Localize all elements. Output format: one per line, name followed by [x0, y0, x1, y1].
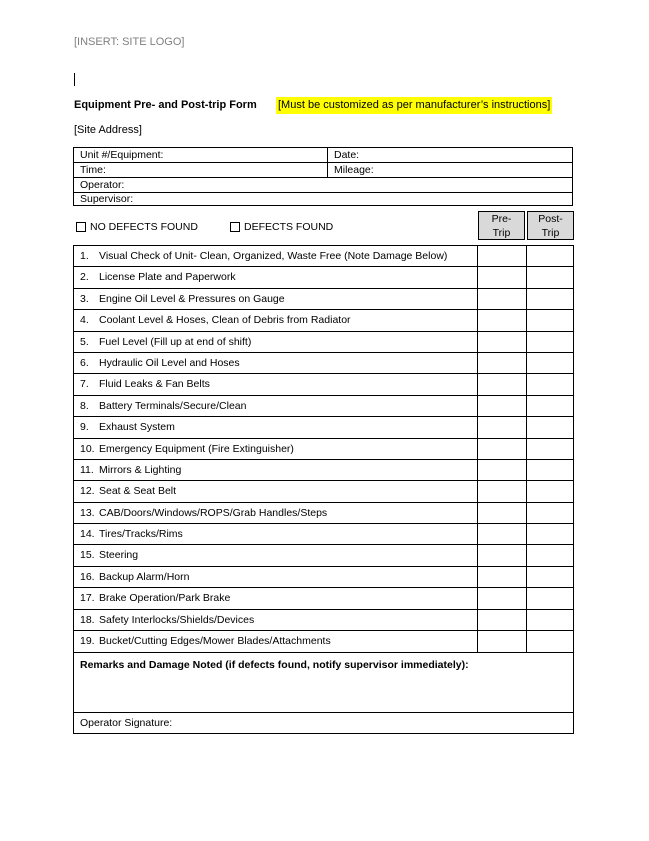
item-label: Mirrors & Lighting: [99, 463, 182, 476]
pre-trip-cell[interactable]: [477, 267, 527, 287]
post-trip-cell[interactable]: [526, 460, 574, 480]
pre-trip-cell[interactable]: [477, 310, 527, 330]
post-trip-cell[interactable]: [526, 481, 574, 501]
item-label: Safety Interlocks/Shields/Devices: [99, 613, 255, 626]
customization-note: [Must be customized as per manufacturer’s instructions]: [276, 97, 552, 114]
mileage-label: Mileage:: [334, 164, 374, 176]
item-number: 6.: [80, 356, 89, 369]
checklist-row: [74, 567, 573, 588]
pre-trip-header: [478, 211, 525, 240]
checklist-row: [74, 545, 573, 566]
item-label: Battery Terminals/Secure/Clean: [99, 399, 247, 412]
post-trip-header-line2: Trip: [541, 227, 560, 239]
item-number: 12.: [80, 485, 95, 498]
post-trip-cell[interactable]: [526, 246, 574, 266]
item-number: 15.: [80, 549, 95, 562]
checklist-row: [74, 310, 573, 331]
post-trip-cell[interactable]: [526, 439, 574, 459]
checklist-row: [74, 503, 573, 524]
item-number: 8.: [80, 399, 89, 412]
item-number: 1.: [80, 250, 89, 262]
remarks-label: Remarks and Damage Noted (if defects found, notify supervisor immediately):: [80, 659, 469, 671]
operator-label: Operator:: [80, 179, 125, 191]
operator-signature-field[interactable]: [74, 712, 573, 733]
item-label: Steering: [99, 549, 139, 562]
unit-label: Unit #/Equipment:: [80, 149, 164, 161]
item-label: Backup Alarm/Horn: [99, 570, 190, 583]
item-label: Fluid Leaks & Fan Belts: [99, 378, 210, 391]
item-label: Coolant Level & Hoses, Clean of Debris from Radiator: [99, 314, 351, 327]
post-trip-cell[interactable]: [526, 503, 574, 523]
supervisor-field[interactable]: [74, 192, 572, 207]
item-label: License Plate and Paperwork: [99, 271, 236, 284]
checklist-row: [74, 524, 573, 545]
pre-trip-cell[interactable]: [477, 567, 527, 587]
pre-trip-cell[interactable]: [477, 289, 527, 309]
site-logo-placeholder: [INSERT: SITE LOGO]: [74, 36, 185, 48]
post-trip-cell[interactable]: [526, 374, 574, 394]
item-label: Engine Oil Level & Pressures on Gauge: [99, 292, 285, 305]
item-label: Brake Operation/Park Brake: [99, 592, 231, 605]
checklist-row: [74, 396, 573, 417]
item-number: 18.: [80, 613, 95, 626]
checklist-row: [74, 481, 573, 502]
post-trip-cell[interactable]: [526, 289, 574, 309]
time-label: Time:: [80, 164, 106, 176]
mileage-field[interactable]: [327, 163, 572, 177]
item-label: Tires/Tracks/Rims: [99, 528, 183, 541]
info-box: [73, 147, 573, 206]
post-trip-cell[interactable]: [526, 332, 574, 352]
pre-trip-cell[interactable]: [477, 353, 527, 373]
pre-trip-cell[interactable]: [477, 460, 527, 480]
pre-trip-cell[interactable]: [477, 524, 527, 544]
checklist-row: [74, 353, 573, 374]
pre-trip-cell[interactable]: [477, 332, 527, 352]
date-field[interactable]: [327, 148, 572, 162]
supervisor-label: Supervisor:: [80, 193, 134, 205]
checklist-row: [74, 588, 573, 609]
pre-trip-cell[interactable]: [477, 396, 527, 416]
pre-trip-cell[interactable]: [477, 588, 527, 608]
defects-label: DEFECTS FOUND: [244, 221, 334, 233]
checklist-table: [73, 245, 574, 653]
info-row-supervisor: [74, 192, 572, 207]
pre-trip-cell[interactable]: [477, 503, 527, 523]
item-number: 5.: [80, 335, 89, 348]
signature-label: Operator Signature:: [80, 717, 173, 729]
item-number: 17.: [80, 592, 95, 605]
item-number: 14.: [80, 528, 95, 541]
no-defects-option[interactable]: [76, 221, 198, 233]
item-number: 2.: [80, 271, 89, 284]
post-trip-cell[interactable]: [526, 524, 574, 544]
time-field[interactable]: [74, 163, 327, 177]
post-trip-header: [527, 211, 574, 240]
pre-trip-cell[interactable]: [477, 246, 527, 266]
item-number: 7.: [80, 378, 89, 391]
info-row-time: [74, 163, 572, 178]
post-trip-cell[interactable]: [526, 610, 574, 630]
post-trip-cell[interactable]: [526, 310, 574, 330]
item-number: 13.: [80, 506, 95, 519]
item-number: 19.: [80, 635, 95, 648]
checklist-row: [74, 332, 573, 353]
pre-trip-header-line1: Pre-: [491, 213, 512, 225]
item-label: Exhaust System: [99, 421, 175, 434]
checklist-row: [74, 246, 573, 267]
date-label: Date:: [334, 149, 360, 161]
pre-trip-cell[interactable]: [477, 481, 527, 501]
item-number: 4.: [80, 314, 89, 327]
text-cursor: [74, 73, 75, 86]
checkbox-icon[interactable]: [230, 222, 240, 232]
pre-trip-cell[interactable]: [477, 545, 527, 565]
operator-field[interactable]: [74, 178, 572, 192]
unit-field[interactable]: [74, 148, 327, 162]
checklist-row: [74, 439, 573, 460]
item-label: Visual Check of Unit- Clean, Organized, Waste Free (Note Damage Below): [99, 250, 448, 262]
post-trip-cell[interactable]: [526, 353, 574, 373]
checklist-row: [74, 610, 573, 631]
info-row-unit: [74, 148, 572, 163]
item-label: CAB/Doors/Windows/ROPS/Grab Handles/Steps: [99, 506, 328, 519]
item-number: 11.: [80, 463, 94, 476]
post-trip-cell[interactable]: [526, 567, 574, 587]
form-title: Equipment Pre- and Post-trip Form: [74, 99, 257, 111]
remarks-section[interactable]: [73, 650, 574, 734]
post-trip-cell[interactable]: [526, 267, 574, 287]
item-label: Seat & Seat Belt: [99, 485, 177, 498]
pre-trip-header-line2: Trip: [492, 227, 511, 239]
item-label: Fuel Level (Fill up at end of shift): [99, 335, 252, 348]
post-trip-cell[interactable]: [526, 545, 574, 565]
post-trip-cell[interactable]: [526, 396, 574, 416]
post-trip-cell[interactable]: [526, 588, 574, 608]
checklist-row: [74, 460, 573, 481]
pre-trip-cell[interactable]: [477, 439, 527, 459]
info-row-operator: [74, 178, 572, 193]
post-trip-header-line1: Post-: [538, 213, 563, 225]
checklist-row: [74, 374, 573, 395]
item-number: 10.: [80, 442, 95, 455]
pre-trip-cell[interactable]: [477, 610, 527, 630]
site-address: [Site Address]: [74, 124, 142, 136]
defects-option[interactable]: [230, 221, 333, 233]
item-number: 9.: [80, 421, 89, 434]
item-number: 3.: [80, 292, 89, 305]
checkbox-icon[interactable]: [76, 222, 86, 232]
item-label: Bucket/Cutting Edges/Mower Blades/Attachments: [99, 635, 331, 648]
pre-trip-cell[interactable]: [477, 417, 527, 437]
item-number: 16.: [80, 570, 95, 583]
checklist-row: [74, 417, 573, 438]
checklist-row: [74, 289, 573, 310]
no-defects-label: NO DEFECTS FOUND: [90, 221, 198, 233]
checklist-row: [74, 267, 573, 288]
item-label: Emergency Equipment (Fire Extinguisher): [99, 442, 294, 455]
post-trip-cell[interactable]: [526, 417, 574, 437]
item-label: Hydraulic Oil Level and Hoses: [99, 356, 240, 369]
pre-trip-cell[interactable]: [477, 374, 527, 394]
